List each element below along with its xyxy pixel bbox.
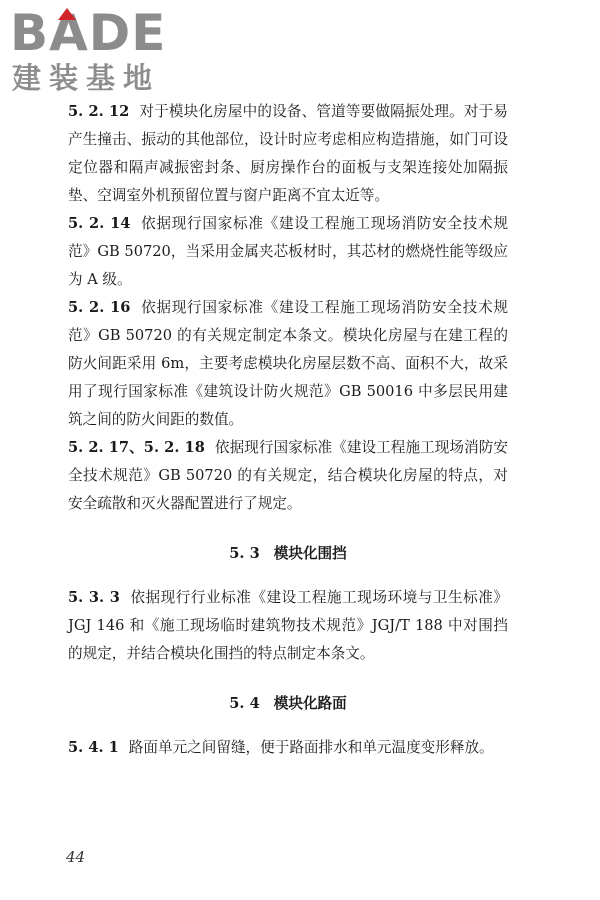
clause-number: 5. 3. 3: [68, 589, 120, 606]
logo-accent-triangle-icon: [58, 8, 76, 20]
clause-text: 依据现行国家标准《建设工程施工现场消防安全技术规范》GB 50720，当采用金属夹芯板材时，其芯材的燃烧性能等级应为 A 级。: [68, 215, 508, 288]
clause-text: 路面单元之间留缝，便于路面排水和单元温度变形释放。: [128, 739, 494, 756]
document-body: [68, 98, 508, 762]
section-heading-5-4: [68, 690, 508, 718]
section-heading-5-3: [68, 540, 508, 568]
logo-wordmark: BADE: [10, 4, 167, 62]
clause-5-2-12: [68, 98, 508, 210]
clause-text: 依据现行行业标准《建设工程施工现场环境与卫生标准》JGJ 146 和《施工现场临时建筑物技术规范》JGJ/T 188 中对围挡的规定，并结合模块化围挡的特点制定本条文。: [68, 589, 508, 662]
page-number: 44: [66, 848, 86, 866]
clause-text: 依据现行国家标准《建设工程施工现场消防安全技术规范》GB 50720 的有关规定，结合模块化房屋的特点，对安全疏散和灭火器配置进行了规定。: [68, 439, 508, 512]
section-number: 5. 4: [229, 695, 260, 712]
clause-number: 5. 2. 16: [68, 299, 131, 316]
clause-5-2-17-18: [68, 434, 508, 518]
clause-5-3-3: [68, 584, 508, 668]
bade-logo: [10, 6, 180, 96]
clause-number: 5. 2. 12: [68, 103, 130, 120]
section-title: 模块化围挡: [273, 545, 347, 562]
clause-5-2-16: [68, 294, 508, 434]
section-title: 模块化路面: [273, 695, 347, 712]
clause-text: 依据现行国家标准《建设工程施工现场消防安全技术规范》GB 50720 的有关规定制定本条文。模块化房屋与在建工程的防火间距采用 6m，主要考虑模块化房屋层数不高、面积不大，故采用了现行国家标准《建筑设计防火规范》GB 50016 中多层民用建筑之间的防火间距的数值。: [68, 299, 508, 428]
clause-number: 5. 4. 1: [68, 739, 119, 756]
clause-number: 5. 2. 17、5. 2. 18: [68, 439, 205, 456]
logo-subtitle: 建装基地: [12, 61, 161, 95]
section-number: 5. 3: [229, 545, 260, 562]
clause-text: 对于模块化房屋中的设备、管道等要做隔振处理。对于易产生撞击、振动的其他部位，设计时应考虑相应构造措施，如门可设定位器和隔声减振密封条、厨房操作台的面板与支架连接处加隔振垫、空调室外机预留位置与窗户距离不宜太近等。: [68, 103, 508, 204]
clause-5-2-14: [68, 210, 508, 294]
clause-5-4-1: [68, 734, 508, 762]
clause-number: 5. 2. 14: [68, 215, 131, 232]
